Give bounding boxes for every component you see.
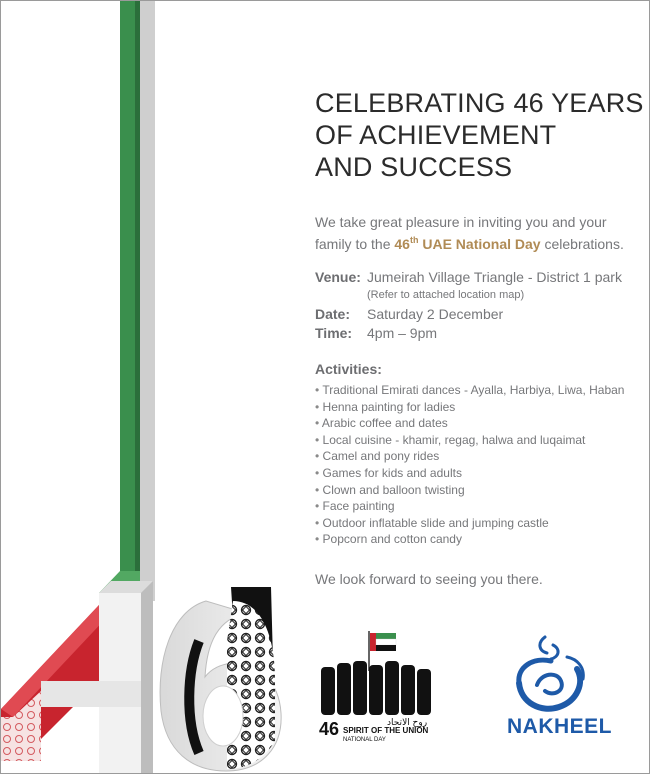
event-title: UAE National Day <box>418 236 541 252</box>
event-details <box>315 268 645 343</box>
spirit-of-the-union-logo <box>317 627 437 747</box>
venue-note: (Refer to attached location map) <box>367 289 525 301</box>
intro-prefix: family to the <box>315 236 395 252</box>
list-item: • Henna painting for ladies <box>315 399 624 416</box>
time-value: 4pm – 9pm <box>367 325 438 341</box>
logo-number: 46 <box>319 719 340 739</box>
list-item: • Popcorn and cotton candy <box>315 531 624 548</box>
headline-line: AND SUCCESS <box>315 152 513 182</box>
venue-value: Jumeirah Village Triangle - District 1 park <box>367 269 622 285</box>
list-item: • Face painting <box>315 498 624 515</box>
intro-line-2 <box>315 233 645 255</box>
logo-arabic: روح الاتحاد <box>387 718 428 728</box>
intro-suffix: celebrations. <box>540 236 624 252</box>
list-item: • Local cuisine - khamir, regag, halwa and luqaimat <box>315 432 624 449</box>
list-item: • Outdoor inflatable slide and jumping castle <box>315 515 624 532</box>
intro-paragraph <box>315 211 645 255</box>
intro-line-1: We take great pleasure in inviting you and your <box>315 214 607 230</box>
event-ordinal: th <box>409 235 419 245</box>
logo-line-2: NATIONAL DAY <box>343 737 386 743</box>
headline <box>315 87 644 183</box>
date-row <box>315 305 645 324</box>
time-label: Time: <box>315 325 353 341</box>
time-row <box>315 324 645 343</box>
date-label: Date: <box>315 306 351 322</box>
list-item: • Arabic coffee and dates <box>315 415 624 432</box>
list-item: • Traditional Emirati dances - Ayalla, Harbiya, Liwa, Haban <box>315 382 624 399</box>
activities-list <box>315 382 624 548</box>
headline-line: CELEBRATING 46 YEARS <box>315 88 644 118</box>
list-item: • Camel and pony rides <box>315 448 624 465</box>
logo-line-1: SPIRIT OF THE UNION <box>343 726 429 735</box>
headline-line: OF ACHIEVEMENT <box>315 120 557 150</box>
list-item: • Games for kids and adults <box>315 465 624 482</box>
venue-label: Venue: <box>315 269 361 285</box>
closing-text: We look forward to seeing you there. <box>315 571 543 587</box>
event-number: 46 <box>394 236 410 252</box>
event-name <box>394 236 540 252</box>
list-item: • Clown and balloon twisting <box>315 482 624 499</box>
activities-title: Activities: <box>315 361 382 377</box>
date-value: Saturday 2 December <box>367 306 504 322</box>
uae-46-artwork <box>1 1 301 773</box>
nakheel-wordmark: NAKHEEL <box>507 715 613 738</box>
venue-row <box>315 268 645 287</box>
